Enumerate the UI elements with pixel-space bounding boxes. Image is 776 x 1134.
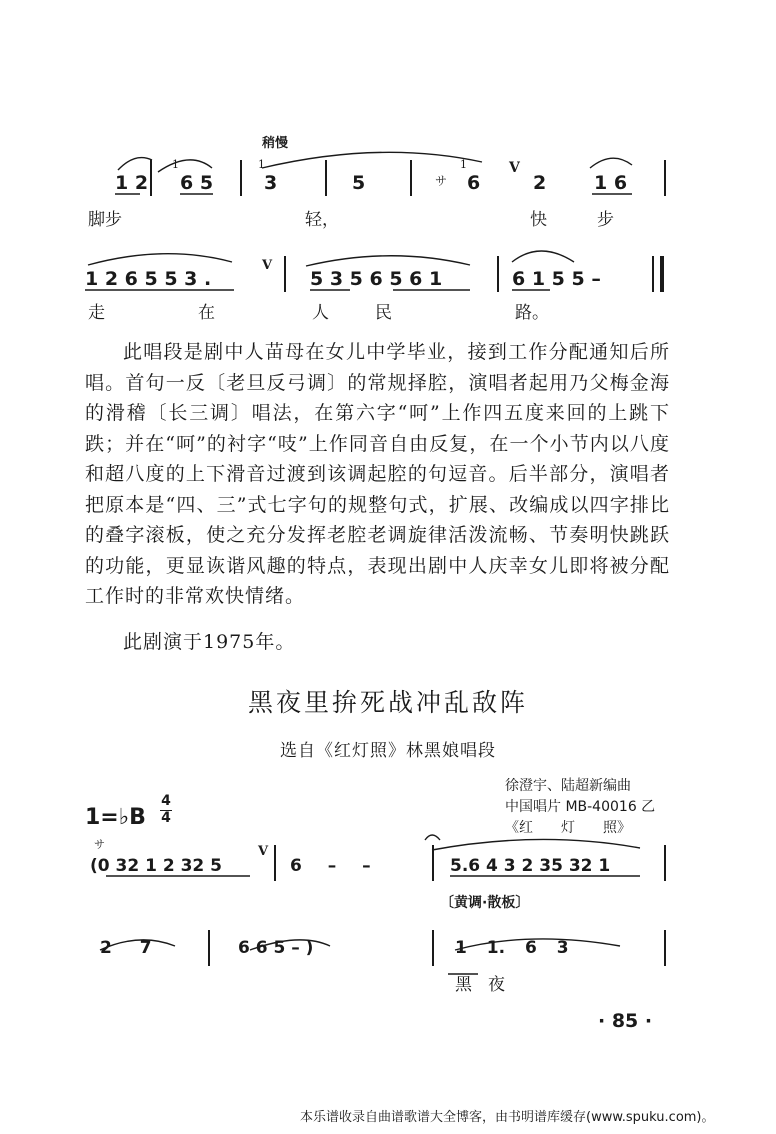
lyric: 步 xyxy=(597,210,614,230)
top-line1-measure1: 1 2 xyxy=(115,172,149,194)
lyric: 民 xyxy=(375,303,392,323)
top-line1-measure5b: 2 xyxy=(533,172,547,194)
lyric: 人 xyxy=(312,303,329,323)
top-line2-measure3: 6 1 5 5 – xyxy=(512,268,601,290)
lyric: 夜 xyxy=(488,975,505,995)
lyric: 快 xyxy=(530,210,547,230)
record-credit: 中国唱片 MB-40016 乙 xyxy=(505,799,656,815)
time-denominator: 4 xyxy=(161,810,171,826)
lyric: 黑 xyxy=(455,975,472,995)
grace-note: 1 xyxy=(172,158,179,171)
time-signature xyxy=(160,794,172,825)
breath-mark: V xyxy=(509,160,520,176)
barline xyxy=(432,930,434,966)
breath-mark: V xyxy=(262,258,273,273)
song-subtitle: 选自《红灯照》林黑娘唱段 xyxy=(280,741,496,761)
key-signature: 1=♭B xyxy=(85,805,146,830)
lyric: 脚步 xyxy=(88,210,122,230)
barline xyxy=(150,160,152,196)
commentary-paragraph: 此唱段是剧中人苗母在女儿中学毕业，接到工作分配通知后所唱。首句一反〔老旦反弓调〕的常规择腔，演唱者起用乃父梅金海的滑稽〔长三调〕唱法，在第六字“呵”上作四五度来回的上跳下跌；并在“呵”的衬字“吱”上作同音自由反复，在一个小节内以八度和超八度的上下滑音过渡到该调起腔的句逗音。后半部分，演唱者把原本是“四、三”式七字句的规整句式，扩展、改编成以四字排比的叠字滚板，使之充分发挥老腔老调旋律活泼流畅、节奏明快跳跃的功能，更显诙谐风趣的特点，表现出剧中人庆幸女儿即将被分配工作时的非常欢快情绪。 xyxy=(85,341,670,607)
tempo-marking: 稍慢 xyxy=(262,136,289,151)
song-line1-measure1: (0 32 1 2 32 5 xyxy=(90,856,222,876)
sa-mark: サ xyxy=(435,174,448,188)
lyric: 路。 xyxy=(515,303,549,323)
barline xyxy=(325,160,327,196)
barline xyxy=(208,930,210,966)
top-line2-measure2: 5 3 5 6 5 6 1 xyxy=(310,268,443,290)
top-line2-measure1: 1 2 6 5 5 3 . xyxy=(85,268,212,290)
grace-note: 1 xyxy=(258,158,265,171)
page-number: · 85 · xyxy=(598,1010,653,1032)
lyric: 走 xyxy=(88,303,105,323)
arranger-credit: 徐澄宇、陆超新编曲 xyxy=(505,778,631,794)
opera-credit: 《红 灯 照》 xyxy=(505,820,631,836)
top-line1-measure2: 6 5 xyxy=(180,172,214,194)
final-barline-thin xyxy=(652,256,654,292)
grace-note: 1 xyxy=(460,158,467,171)
lyric: 轻， xyxy=(305,210,339,230)
barline xyxy=(284,256,286,292)
barline xyxy=(664,845,666,881)
breath-mark: V xyxy=(258,844,269,859)
top-line1-measure4: 5 xyxy=(352,172,366,194)
source-footer: 本乐谱收录自曲谱歌谱大全博客，由书明谱库缓存(www.spuku.com)。 xyxy=(300,1110,715,1125)
song-line2-measure1: 2 7 xyxy=(100,938,152,958)
song-line1-measure2: 6 – – xyxy=(290,856,371,876)
top-line1-measure5c: 1 6 xyxy=(594,172,628,194)
song-title: 黑夜里拚死战冲乱敌阵 xyxy=(247,688,528,717)
song-line2-measure2: 6 6 5 – ) xyxy=(238,938,314,958)
credits-block xyxy=(505,776,670,839)
barline xyxy=(664,160,666,196)
section-label: 〔黄调·散板〕 xyxy=(440,895,530,911)
barline xyxy=(432,845,434,881)
sa-mark: サ xyxy=(94,838,105,851)
barline xyxy=(274,845,276,881)
performance-year-note: 此剧演于1975年。 xyxy=(123,631,296,653)
song-line1-measure3: 5.6 4 3 2 35 32 1 xyxy=(450,856,611,876)
barline xyxy=(497,256,499,292)
barline xyxy=(664,930,666,966)
song-line2-measure3: 1 1. 6 3 xyxy=(455,938,569,958)
top-line1-measure3: 3 xyxy=(264,172,278,194)
top-line1-measure5a: 6 xyxy=(467,172,481,194)
final-barline-thick xyxy=(660,256,664,292)
lyric: 在 xyxy=(198,303,215,323)
barline xyxy=(410,160,412,196)
time-numerator: 4 xyxy=(161,793,171,809)
barline xyxy=(240,160,242,196)
